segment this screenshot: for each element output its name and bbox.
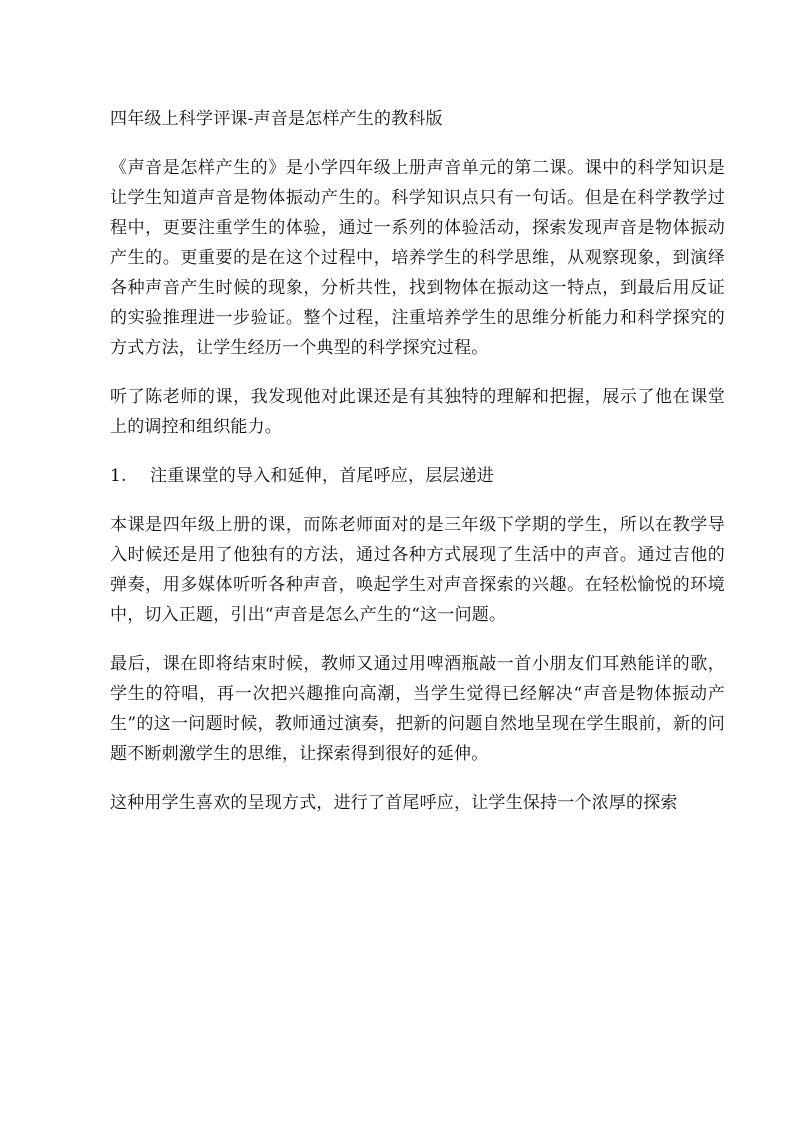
document-body: [110, 104, 725, 837]
list-item: [110, 461, 725, 491]
paragraph: 最后，课在即将结束时候，教师又通过用啤酒瓶敲一首小朋友们耳熟能详的歌，学生的符唱，再一次把兴趣推向高潮，当学生觉得已经解决“声音是物体振动产生”的这一问题时候，教师通过演奏，把新的问题自然地呈现在学生眼前，新的问题不断刺激学生的思维，让探索得到很好的延伸。: [110, 654, 725, 764]
paragraph: 本课是四年级上册的课，而陈老师面对的是三年级下学期的学生，所以在教学导入时候还是用了他独有的方法，通过各种方式展现了生活中的声音。通过吉他的弹奏，用多媒体听听各种声音，唤起学生对声音探索的兴趣。在轻松愉悦的环境中，切入正题，引出“声音是怎么产生的“这一问题。: [110, 515, 725, 625]
document-title: 四年级上科学评课-声音是怎样产生的教科版: [110, 109, 443, 129]
list-number: 1.: [110, 466, 127, 486]
list-text: 注重课堂的导入和延伸，首尾呼应，层层递进: [150, 466, 494, 486]
paragraph: 《声音是怎样产生的》是小学四年级上册声音单元的第二课。课中的科学知识是让学生知道声音是物体振动产生的。科学知识点只有一句话。但是在科学教学过程中，更要注重学生的体验，通过一系列的体验活动，探索发现声音是物体振动产生的。更重要的是在这个过程中，培养学生的科学思维，从观察现象，到演绎各种声音产生时候的现象，分析共性，找到物体在振动这一特点，到最后用反证的实验推理进一步验证。整个过程，注重培养学生的思维分析能力和科学探究的方式方法，让学生经历一个典型的科学探究过程。: [110, 158, 725, 358]
paragraph: 听了陈老师的课，我发现他对此课还是有其独特的理解和把握，展示了他在课堂上的调控和组织能力。: [110, 387, 725, 437]
paragraph: 这种用学生喜欢的呈现方式，进行了首尾呼应，让学生保持一个浓厚的探索: [110, 793, 678, 813]
